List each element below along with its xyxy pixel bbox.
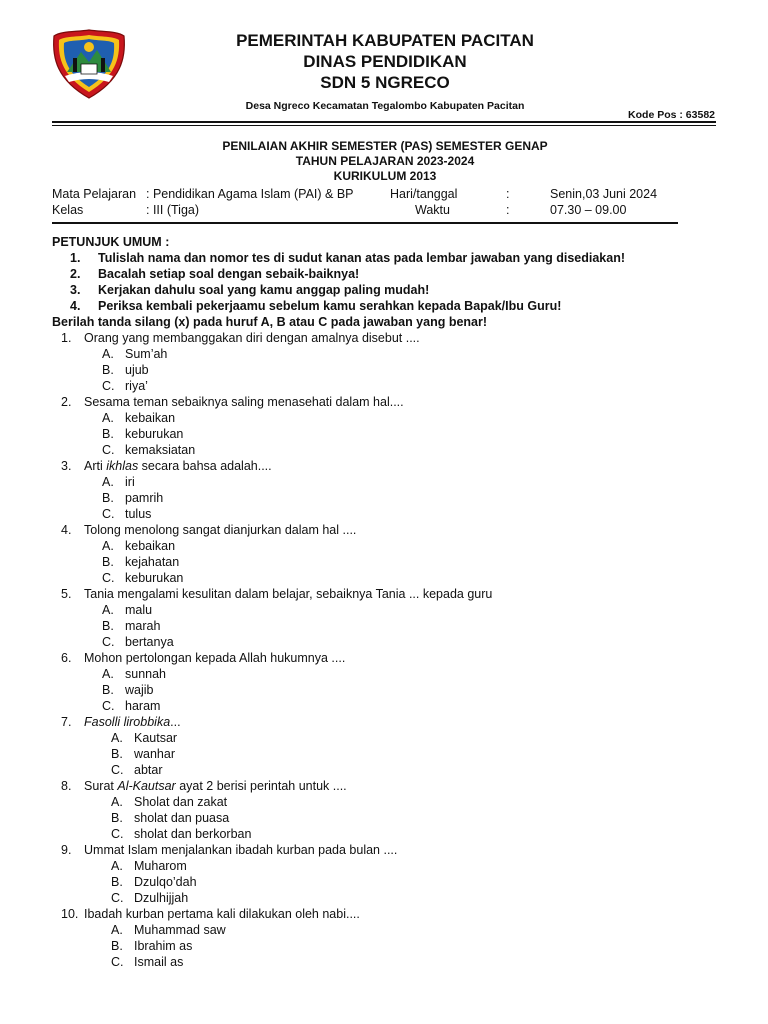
question-text: Ibadah kurban pertama kali dilakukan oleh nabi.... bbox=[84, 907, 360, 921]
letterhead bbox=[140, 30, 630, 112]
question-number: 2. bbox=[61, 395, 72, 409]
question-list bbox=[52, 330, 682, 970]
instruction-item: 4. Periksa kembali pekerjaamu sebelum kamu serahkan kepada Bapak/Ibu Guru! bbox=[70, 299, 562, 313]
answer-option bbox=[52, 506, 682, 522]
option-text: Muhammad saw bbox=[134, 923, 226, 937]
answer-option bbox=[52, 890, 682, 906]
day-value: Senin,03 Juni 2024 bbox=[550, 187, 658, 201]
answer-option bbox=[52, 426, 682, 442]
answer-option bbox=[52, 634, 682, 650]
class-value: : III (Tiga) bbox=[146, 203, 200, 217]
time-value: 07.30 – 09.00 bbox=[550, 203, 627, 217]
option-letter: A. bbox=[102, 411, 114, 425]
answer-option bbox=[52, 346, 682, 362]
option-text: Ibrahim as bbox=[134, 939, 193, 953]
option-letter: C. bbox=[111, 763, 124, 777]
general-instructions bbox=[52, 250, 682, 314]
question-number: 6. bbox=[61, 651, 72, 665]
option-text: Kautsar bbox=[134, 731, 178, 745]
option-letter: C. bbox=[102, 443, 115, 457]
option-letter: C. bbox=[102, 571, 115, 585]
answer-option bbox=[52, 410, 682, 426]
answer-option bbox=[52, 922, 682, 938]
header-divider bbox=[52, 121, 716, 123]
option-text: kemaksiatan bbox=[125, 443, 196, 457]
department-name: DINAS PENDIDIKAN bbox=[303, 52, 467, 71]
option-text: malu bbox=[125, 603, 153, 617]
option-text: Dzulhijjah bbox=[134, 891, 189, 905]
option-text: keburukan bbox=[125, 427, 184, 441]
option-text: pamrih bbox=[125, 491, 164, 505]
instruction-item: 1. Tulislah nama dan nomor tes di sudut kanan atas pada lembar jawaban yang disediakan! bbox=[70, 251, 625, 265]
question-item bbox=[52, 522, 682, 538]
header-divider-thin bbox=[52, 125, 716, 126]
subject-value: : Pendidikan Agama Islam (PAI) & BP bbox=[146, 187, 354, 201]
exam-year: TAHUN PELAJARAN 2023-2024 bbox=[295, 154, 475, 168]
exam-body bbox=[52, 234, 682, 970]
option-text: ujub bbox=[125, 363, 149, 377]
option-letter: B. bbox=[102, 363, 114, 377]
option-letter: B. bbox=[102, 555, 114, 569]
question-italic-term: Fasolli lirobbika bbox=[84, 715, 171, 729]
answer-option bbox=[52, 682, 682, 698]
option-letter: A. bbox=[111, 859, 123, 873]
question-item bbox=[52, 394, 682, 410]
option-text: keburukan bbox=[125, 571, 184, 585]
postcode: Kode Pos : 63582 bbox=[628, 109, 715, 121]
option-letter: B. bbox=[111, 811, 123, 825]
question-item: 3. Arti ikhlas secara bahsa adalah.... bbox=[61, 459, 272, 473]
answer-option bbox=[52, 826, 682, 842]
question-text: Tolong menolong sangat dianjurkan dalam hal .... bbox=[84, 523, 357, 537]
exam-heading bbox=[150, 139, 620, 184]
day-colon: : bbox=[506, 187, 510, 201]
day-label: Hari/tanggal bbox=[390, 187, 458, 201]
question-number: 8. bbox=[61, 779, 72, 793]
question-number: 10. bbox=[61, 907, 79, 921]
instruction-item: 3. Kerjakan dahulu soal yang kamu anggap paling mudah! bbox=[70, 283, 430, 297]
option-text: Sum’ah bbox=[125, 347, 168, 361]
option-text: Ismail as bbox=[134, 955, 184, 969]
question-item bbox=[52, 330, 682, 346]
question-italic-term: Al-Kautsar bbox=[117, 779, 176, 793]
option-text: wanhar bbox=[134, 747, 175, 761]
option-letter: C. bbox=[102, 699, 115, 713]
option-letter: B. bbox=[102, 427, 114, 441]
question-text: Mohon pertolongan kepada Allah hukumnya .... bbox=[84, 651, 346, 665]
option-text: kejahatan bbox=[125, 555, 180, 569]
question-italic-term: ikhlas bbox=[106, 459, 139, 473]
question-number: 7. bbox=[61, 715, 72, 729]
time-colon: : bbox=[506, 203, 510, 217]
option-text: Sholat dan zakat bbox=[134, 795, 228, 809]
answer-option bbox=[52, 762, 682, 778]
option-letter: A. bbox=[102, 539, 114, 553]
option-text: sholat dan berkorban bbox=[134, 827, 252, 841]
question-item: 8. Surat Al-Kautsar ayat 2 berisi perintah untuk .... bbox=[61, 779, 347, 793]
option-letter: B. bbox=[102, 619, 114, 633]
option-letter: C. bbox=[102, 507, 115, 521]
question-text: Orang yang membanggakan diri dengan amalnya disebut .... bbox=[84, 331, 420, 345]
answer-option bbox=[52, 554, 682, 570]
option-text: marah bbox=[125, 619, 161, 633]
option-text: sunnah bbox=[125, 667, 167, 681]
answer-option bbox=[52, 810, 682, 826]
answer-option bbox=[52, 378, 682, 394]
option-letter: A. bbox=[111, 795, 123, 809]
answer-option bbox=[52, 570, 682, 586]
option-text: abtar bbox=[134, 763, 163, 777]
answer-option bbox=[52, 538, 682, 554]
answer-option bbox=[52, 794, 682, 810]
answer-option bbox=[52, 362, 682, 378]
answer-option bbox=[52, 858, 682, 874]
option-text: kebaikan bbox=[125, 411, 176, 425]
option-letter: C. bbox=[111, 827, 124, 841]
option-letter: A. bbox=[102, 347, 114, 361]
option-letter: B. bbox=[102, 491, 114, 505]
question-item bbox=[52, 906, 682, 922]
answer-option bbox=[52, 602, 682, 618]
answer-option bbox=[52, 698, 682, 714]
option-text: Dzulqo’dah bbox=[134, 875, 197, 889]
question-number: 9. bbox=[61, 843, 72, 857]
question-number: 1. bbox=[61, 331, 72, 345]
option-text: kebaikan bbox=[125, 539, 176, 553]
option-letter: A. bbox=[111, 923, 123, 937]
answer-instruction: Berilah tanda silang (x) pada huruf A, B atau C pada jawaban yang benar! bbox=[52, 315, 488, 329]
option-text: riya’ bbox=[125, 379, 148, 393]
question-number: 3. bbox=[61, 459, 72, 473]
option-letter: B. bbox=[102, 683, 114, 697]
exam-title: PENILAIAN AKHIR SEMESTER (PAS) SEMESTER GENAP bbox=[222, 139, 548, 153]
school-address: Desa Ngreco Kecamatan Tegalombo Kabupaten Pacitan bbox=[245, 100, 525, 112]
question-text: Sesama teman sebaiknya saling menasehati dalam hal.... bbox=[84, 395, 404, 409]
option-text: wajib bbox=[125, 683, 154, 697]
option-letter: B. bbox=[111, 939, 123, 953]
info-divider bbox=[52, 222, 678, 224]
question-number: 5. bbox=[61, 587, 72, 601]
exam-curriculum: KURIKULUM 2013 bbox=[333, 169, 437, 183]
option-letter: A. bbox=[102, 603, 114, 617]
question-item: 7. Fasolli lirobbika... bbox=[61, 715, 181, 729]
general-instructions-title: PETUNJUK UMUM : bbox=[52, 235, 170, 249]
option-letter: C. bbox=[111, 891, 124, 905]
option-letter: A. bbox=[111, 731, 123, 745]
option-text: haram bbox=[125, 699, 161, 713]
answer-option bbox=[52, 490, 682, 506]
option-text: tulus bbox=[125, 507, 152, 521]
option-letter: C. bbox=[111, 955, 124, 969]
option-letter: C. bbox=[102, 379, 115, 393]
regency-logo bbox=[51, 28, 127, 100]
government-name: PEMERINTAH KABUPATEN PACITAN bbox=[236, 31, 534, 50]
option-text: Muharom bbox=[134, 859, 187, 873]
option-text: bertanya bbox=[125, 635, 174, 649]
answer-option bbox=[52, 938, 682, 954]
time-label: Waktu bbox=[415, 203, 450, 217]
option-letter: A. bbox=[102, 667, 114, 681]
instruction-item: 2. Bacalah setiap soal dengan sebaik-baiknya! bbox=[70, 267, 360, 281]
option-letter: B. bbox=[111, 875, 123, 889]
class-label: Kelas bbox=[52, 203, 84, 217]
question-number: 4. bbox=[61, 523, 72, 537]
answer-option bbox=[52, 730, 682, 746]
answer-option bbox=[52, 746, 682, 762]
exam-info bbox=[52, 186, 682, 218]
answer-option bbox=[52, 442, 682, 458]
question-item bbox=[52, 586, 682, 602]
school-name: SDN 5 NGRECO bbox=[320, 73, 450, 92]
question-item bbox=[52, 650, 682, 666]
answer-option bbox=[52, 954, 682, 970]
answer-option bbox=[52, 874, 682, 890]
answer-option bbox=[52, 666, 682, 682]
question-text: Ummat Islam menjalankan ibadah kurban pada bulan .... bbox=[84, 843, 398, 857]
option-letter: C. bbox=[102, 635, 115, 649]
option-text: iri bbox=[125, 475, 135, 489]
question-text: Tania mengalami kesulitan dalam belajar, sebaiknya Tania ... kepada guru bbox=[84, 587, 493, 601]
option-letter: A. bbox=[102, 475, 114, 489]
answer-option bbox=[52, 474, 682, 490]
option-text: sholat dan puasa bbox=[134, 811, 230, 825]
question-item bbox=[52, 842, 682, 858]
option-letter: B. bbox=[111, 747, 123, 761]
answer-option bbox=[52, 618, 682, 634]
subject-label: Mata Pelajaran bbox=[52, 187, 137, 201]
